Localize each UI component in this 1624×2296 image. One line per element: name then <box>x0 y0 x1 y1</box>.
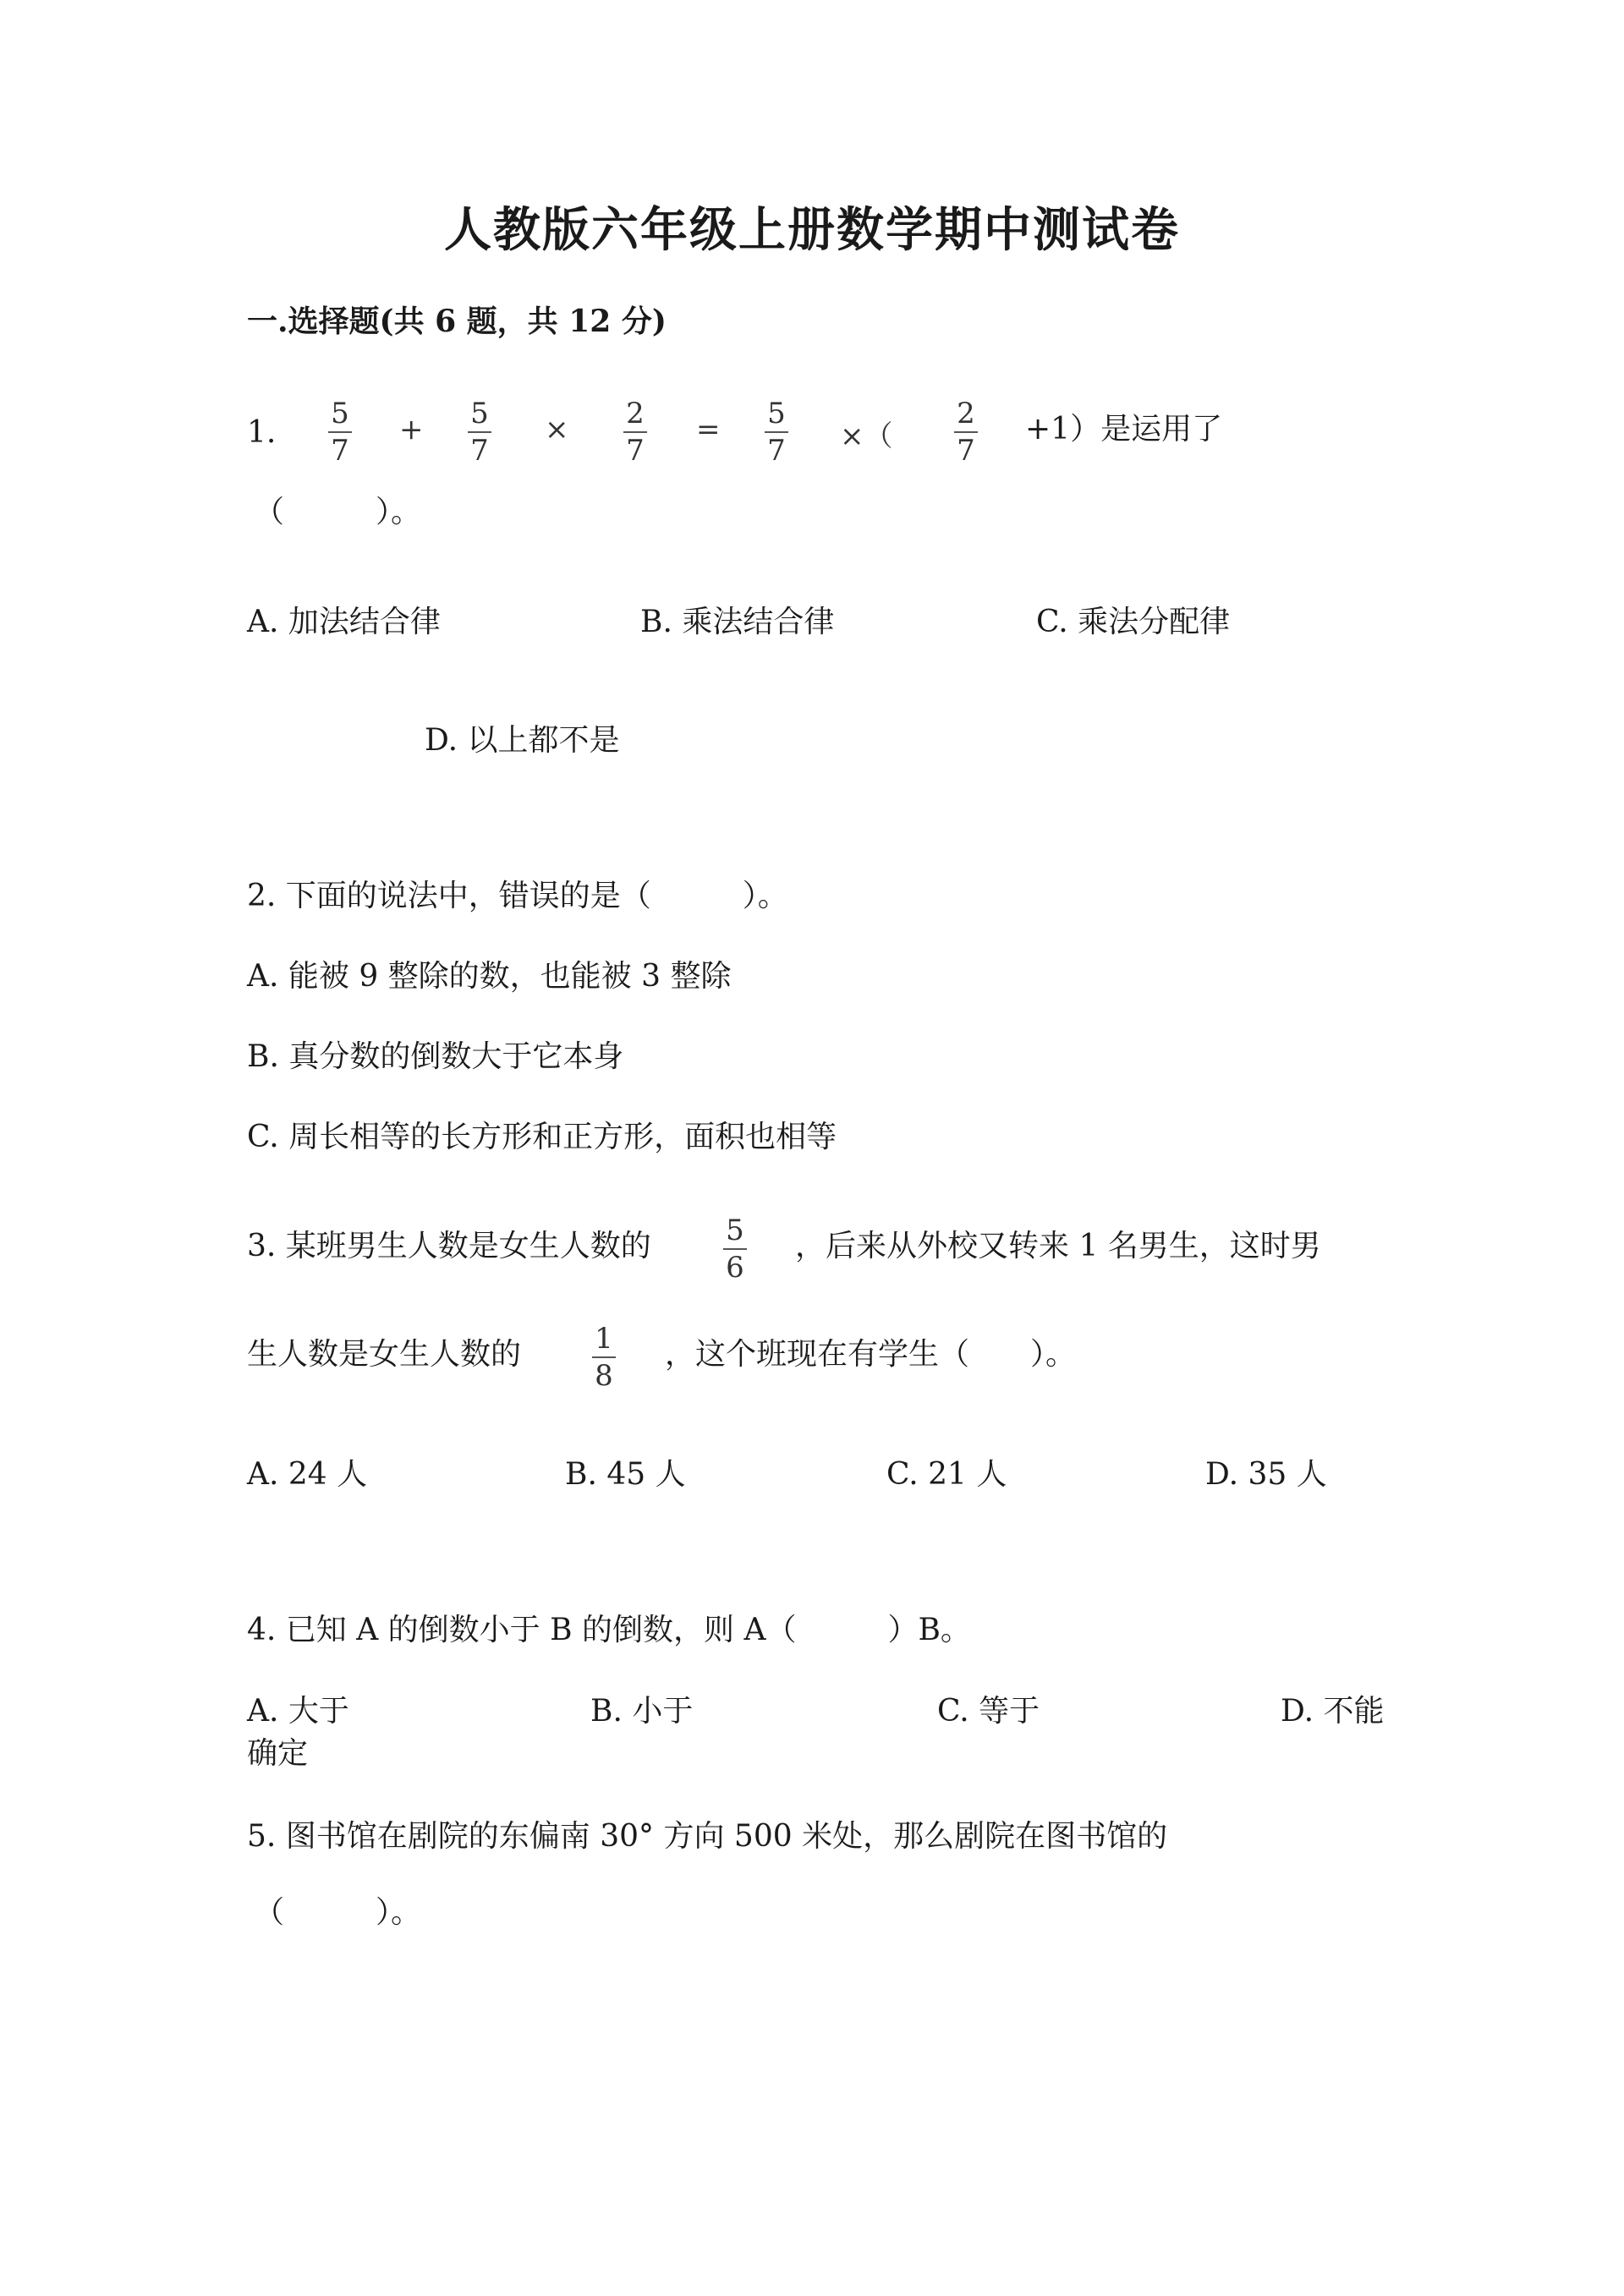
q2-option-c: C. 周长相等的长方形和正方形，面积也相等 <box>247 1120 837 1154</box>
q1-number: 1. <box>247 415 277 450</box>
fraction-bar <box>592 1356 616 1358</box>
fraction-bar <box>954 431 978 433</box>
q1-tail-text: +1）是运用了 <box>1025 412 1223 447</box>
q3-option-d: D. 35 人 <box>1205 1457 1327 1492</box>
q1-times-1: × <box>545 413 569 447</box>
q1-frac-a-denominator: 7 <box>331 434 349 468</box>
q1-frac-c-numerator: 2 <box>626 397 645 430</box>
q4-option-d: D. 不能 <box>1281 1694 1385 1729</box>
q1-fraction-b <box>468 397 491 467</box>
q1-option-a: A. 加法结合律 <box>247 605 441 639</box>
q1-fraction-d <box>765 397 788 467</box>
q1-option-d: D. 以上都不是 <box>425 723 620 758</box>
q1-option-b: B. 乘法结合律 <box>640 605 835 639</box>
q3-fraction-2 <box>592 1323 616 1392</box>
q3-stem-part1: 3. 某班男生人数是女生人数的 <box>247 1229 651 1263</box>
q3-frac-2-denominator: 8 <box>595 1359 613 1393</box>
q3-stem-part4: ，这个班现在有学生（ ）。 <box>665 1337 1077 1372</box>
q2-stem: 2. 下面的说法中，错误的是（ ）。 <box>247 879 788 913</box>
q1-frac-d-numerator: 5 <box>767 397 786 430</box>
q1-option-c: C. 乘法分配律 <box>1036 605 1231 639</box>
q5-answer-blank: （ ）。 <box>254 1895 422 1930</box>
q4-option-b: B. 小于 <box>590 1694 694 1729</box>
q1-equals: = <box>696 413 721 447</box>
q3-option-a: A. 24 人 <box>247 1457 368 1492</box>
q3-option-c: C. 21 人 <box>886 1457 1007 1492</box>
q1-frac-e-numerator: 2 <box>957 397 975 430</box>
q1-fraction-a <box>328 397 352 467</box>
q1-frac-b-denominator: 7 <box>470 434 489 468</box>
q3-frac-1-denominator: 6 <box>726 1251 744 1285</box>
fraction-bar <box>328 431 352 433</box>
fraction-bar <box>468 431 491 433</box>
fraction-bar <box>723 1248 747 1250</box>
q3-stem-part3: 生人数是女生人数的 <box>247 1337 522 1372</box>
q1-frac-d-denominator: 7 <box>767 434 786 468</box>
q1-times-2: ×（ <box>840 419 893 453</box>
q4-option-c: C. 等于 <box>937 1694 1040 1729</box>
q5-stem: 5. 图书馆在剧院的东偏南 30° 方向 500 米处，那么剧院在图书馆的 <box>247 1819 1168 1854</box>
q2-option-a: A. 能被 9 整除的数，也能被 3 整除 <box>247 959 732 994</box>
q1-frac-c-denominator: 7 <box>626 434 645 468</box>
q3-stem-part2: ，后来从外校又转来 1 名男生，这时男 <box>795 1229 1321 1263</box>
q3-fraction-1 <box>723 1214 747 1284</box>
q3-frac-1-numerator: 5 <box>726 1214 744 1247</box>
q3-frac-2-numerator: 1 <box>595 1322 613 1356</box>
q2-option-b: B. 真分数的倒数大于它本身 <box>247 1039 624 1074</box>
q1-plus: + <box>399 413 424 447</box>
q1-fraction-c <box>623 397 647 467</box>
q4-option-d-continued: 确定 <box>247 1736 309 1771</box>
q4-option-a: A. 大于 <box>247 1694 349 1729</box>
page-title: 人教版六年级上册数学期中测试卷 <box>444 202 1180 258</box>
q1-frac-a-numerator: 5 <box>331 397 349 430</box>
q1-frac-e-denominator: 7 <box>957 434 975 468</box>
fraction-bar <box>765 431 788 433</box>
q1-frac-b-numerator: 5 <box>470 397 489 430</box>
section-heading: 一.选择题(共 6 题，共 12 分) <box>247 304 667 339</box>
q4-stem: 4. 已知 A 的倒数小于 B 的倒数，则 A（ ）B。 <box>247 1613 971 1647</box>
q1-answer-blank: （ ）。 <box>254 495 422 529</box>
q3-option-b: B. 45 人 <box>565 1457 686 1492</box>
fraction-bar <box>623 431 647 433</box>
q1-fraction-e <box>954 397 978 467</box>
